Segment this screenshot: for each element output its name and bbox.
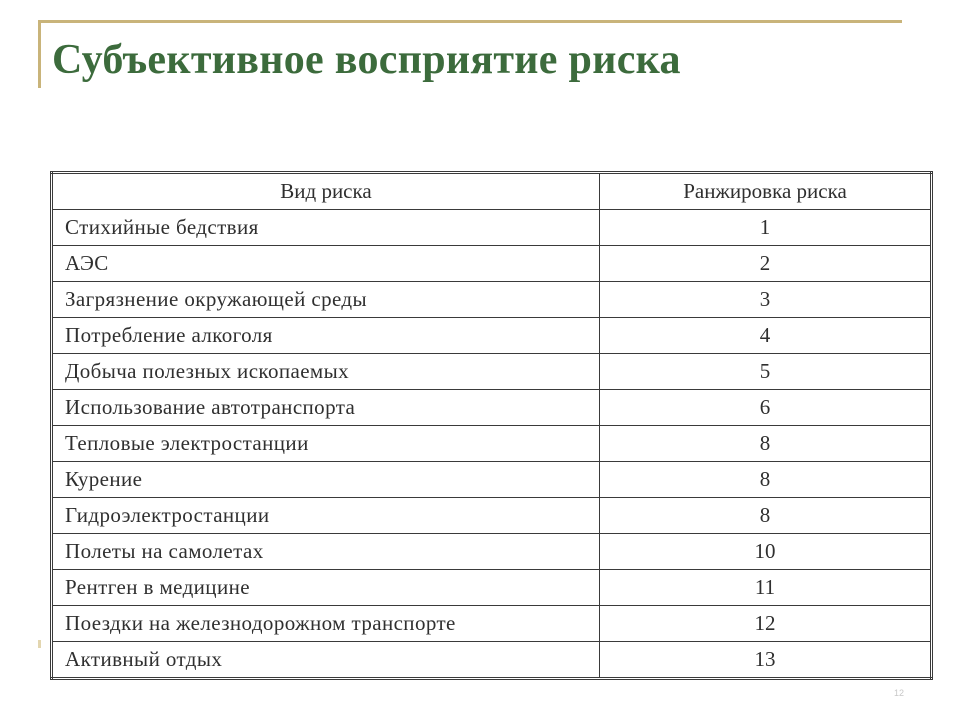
risk-name-cell: Гидроэлектростанции	[52, 498, 600, 534]
table-row	[52, 642, 932, 679]
table-row	[52, 570, 932, 606]
table-row	[52, 606, 932, 642]
risk-name-cell: Поездки на железнодорожном транспорте	[52, 606, 600, 642]
risk-rank-cell: 3	[600, 282, 932, 318]
table-row	[52, 354, 932, 390]
risk-ranking-table	[50, 171, 933, 680]
risk-name-cell: Полеты на самолетах	[52, 534, 600, 570]
column-header-risk-rank: Ранжировка риска	[600, 173, 932, 210]
risk-name-cell: Загрязнение окружающей среды	[52, 282, 600, 318]
table-row	[52, 318, 932, 354]
risk-rank-cell: 8	[600, 426, 932, 462]
risk-name-cell: Рентген в медицине	[52, 570, 600, 606]
risk-rank-cell: 13	[600, 642, 932, 679]
risk-rank-cell: 11	[600, 570, 932, 606]
risk-name-cell: Стихийные бедствия	[52, 210, 600, 246]
risk-rank-cell: 1	[600, 210, 932, 246]
risk-name-cell: Курение	[52, 462, 600, 498]
risk-rank-cell: 8	[600, 498, 932, 534]
risk-name-cell: Потребление алкоголя	[52, 318, 600, 354]
page-number: 12	[893, 688, 904, 698]
risk-name-cell: Активный отдых	[52, 642, 600, 679]
column-header-risk-type: Вид риска	[52, 173, 600, 210]
decorative-left-mark	[38, 640, 41, 648]
table-row	[52, 498, 932, 534]
risk-name-cell: Использование автотранспорта	[52, 390, 600, 426]
risk-name-cell: АЭС	[52, 246, 600, 282]
decorative-left-line	[38, 20, 41, 88]
table-row	[52, 246, 932, 282]
risk-rank-cell: 2	[600, 246, 932, 282]
table-row	[52, 390, 932, 426]
slide-title: Субъективное восприятие риска	[52, 37, 681, 83]
table-row	[52, 534, 932, 570]
table-header-row	[52, 173, 932, 210]
risk-rank-cell: 8	[600, 462, 932, 498]
risk-name-cell: Тепловые электростанции	[52, 426, 600, 462]
risk-rank-cell: 10	[600, 534, 932, 570]
risk-rank-cell: 6	[600, 390, 932, 426]
risk-name-cell: Добыча полезных ископаемых	[52, 354, 600, 390]
risk-rank-cell: 12	[600, 606, 932, 642]
decorative-top-line	[38, 20, 902, 23]
table-row	[52, 282, 932, 318]
risk-rank-cell: 5	[600, 354, 932, 390]
risk-rank-cell: 4	[600, 318, 932, 354]
table-row	[52, 210, 932, 246]
table-row	[52, 462, 932, 498]
table-row	[52, 426, 932, 462]
